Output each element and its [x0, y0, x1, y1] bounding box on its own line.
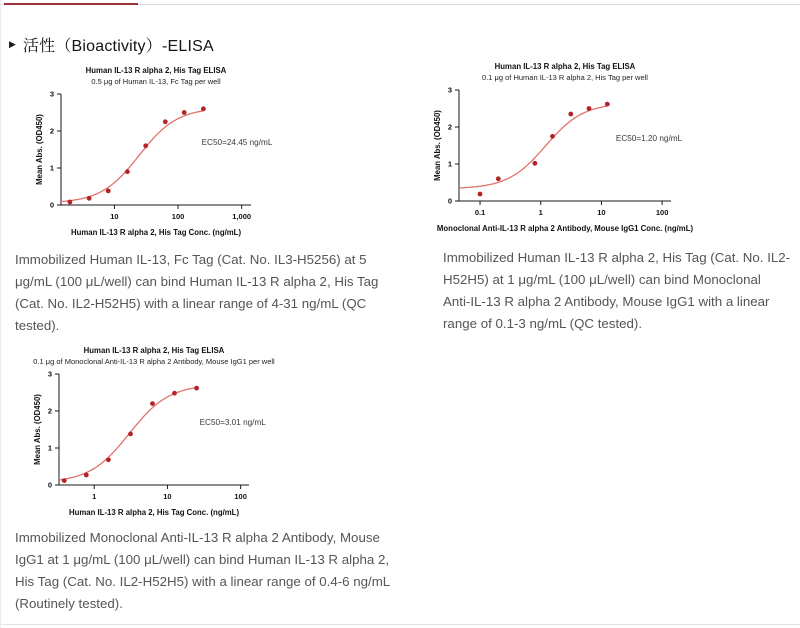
svg-text:Human IL-13 R alpha 2, His Tag: Human IL-13 R alpha 2, His Tag Conc. (ng/mL) [68, 508, 240, 517]
svg-text:0: 0 [47, 480, 52, 490]
svg-text:2: 2 [447, 122, 452, 132]
svg-text:3: 3 [47, 369, 52, 379]
svg-text:Human IL-13 R alpha 2, His Tag: Human IL-13 R alpha 2, His Tag ELISA [494, 62, 636, 71]
svg-text:Human IL-13 R alpha 2, His Tag: Human IL-13 R alpha 2, His Tag ELISA [85, 66, 227, 75]
svg-text:100: 100 [171, 212, 185, 221]
bottom-divider [1, 624, 800, 625]
chart-description-3: Immobilized Monoclonal Anti-IL-13 R alpha 2 Antibody, Mouse IgG1 at 1 μg/mL (100 μL/well) can bind Human IL-13 R alpha 2, His Tag (Cat. No. IL2-H52H5) with a linear range of 0.4-6 ng/mL (Routinely tested). [15, 530, 390, 611]
svg-text:EC50=3.01 ng/mL: EC50=3.01 ng/mL [199, 418, 266, 428]
svg-text:Mean Abs. (OD450): Mean Abs. (OD450) [433, 110, 442, 181]
svg-text:10: 10 [110, 212, 119, 221]
svg-text:100: 100 [655, 208, 669, 217]
svg-text:Human IL-13 R alpha 2, His Tag: Human IL-13 R alpha 2, His Tag Conc. (ng/mL) [70, 228, 242, 237]
svg-text:2: 2 [49, 126, 54, 136]
section-header-bioactivity[interactable] [9, 33, 214, 56]
elisa-chart-immobilized-antibody [29, 342, 319, 527]
svg-text:1: 1 [538, 208, 543, 217]
svg-text:2: 2 [47, 406, 52, 416]
svg-text:3: 3 [49, 89, 54, 99]
elisa-chart-antibody-binding [429, 58, 741, 243]
svg-text:Monoclonal Anti-IL-13 R alpha: Monoclonal Anti-IL-13 R alpha 2 Antibody, Mouse IgG1 Conc. (ng/mL) [436, 224, 694, 233]
svg-text:1: 1 [447, 159, 452, 169]
svg-text:1,000: 1,000 [232, 212, 252, 221]
elisa-chart-il13-binding [31, 62, 321, 247]
svg-text:100: 100 [234, 492, 247, 501]
svg-text:EC50=1.20 ng/mL: EC50=1.20 ng/mL [615, 134, 683, 144]
svg-text:3: 3 [447, 85, 452, 95]
svg-text:Mean Abs. (OD450): Mean Abs. (OD450) [33, 394, 42, 465]
svg-text:0: 0 [49, 200, 54, 210]
svg-text:Mean Abs. (OD450): Mean Abs. (OD450) [35, 114, 44, 185]
svg-text:0: 0 [447, 196, 452, 206]
svg-text:10: 10 [163, 492, 172, 501]
active-tab-indicator [4, 3, 138, 5]
svg-text:0.5 μg of Human IL-13, Fc Tag: 0.5 μg of Human IL-13, Fc Tag per well [91, 77, 221, 86]
svg-text:EC50=24.45 ng/mL: EC50=24.45 ng/mL [201, 138, 273, 148]
chart-description-2: Immobilized Human IL-13 R alpha 2, His Tag (Cat. No. IL2-H52H5) at 1 μg/mL (100 μL/well) can bind Monoclonal Anti-IL-13 R alpha 2 Antibody, Mouse IgG1 with a linear range of 0.1-3 ng/mL (QC tested). [443, 250, 791, 331]
svg-text:0.1 μg of Monoclonal Anti-IL-1: 0.1 μg of Monoclonal Anti-IL-13 R alpha 2 Antibody, Mouse IgG1 per well [33, 357, 275, 366]
expand-arrow-icon: ▶ [9, 39, 16, 49]
svg-text:1: 1 [47, 443, 52, 453]
svg-text:1: 1 [92, 492, 97, 501]
svg-text:10: 10 [597, 208, 606, 217]
svg-text:0.1: 0.1 [474, 208, 486, 217]
svg-text:1: 1 [49, 163, 54, 173]
svg-text:Human IL-13 R alpha 2, His Tag: Human IL-13 R alpha 2, His Tag ELISA [83, 346, 225, 355]
svg-text:0.1 μg of Human IL-13 R alpha: 0.1 μg of Human IL-13 R alpha 2, His Tag per well [482, 73, 648, 82]
chart-description-1: Immobilized Human IL-13, Fc Tag (Cat. No. IL3-H5256) at 5 μg/mL (100 μL/well) can bind Human IL-13 R alpha 2, His Tag (Cat. No. IL2-H52H5) with a linear range of 4-31 ng/mL (QC tested). [15, 252, 379, 333]
section-title: 活性（Bioactivity）-ELISA [22, 38, 214, 55]
